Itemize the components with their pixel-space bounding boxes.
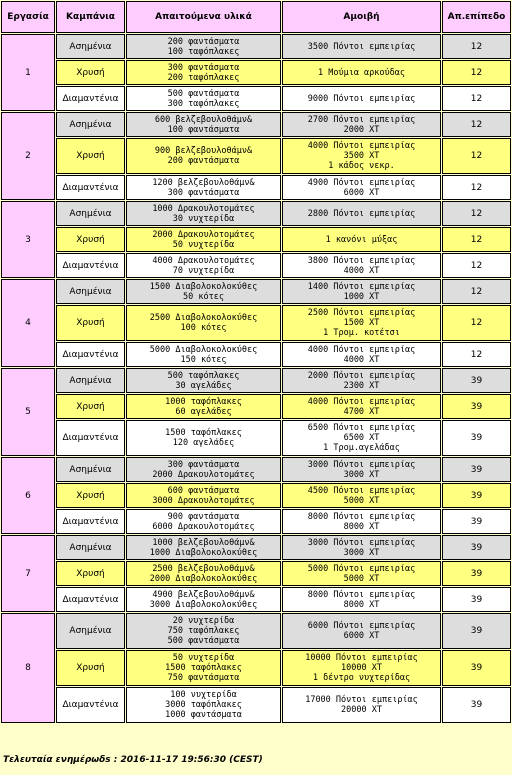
reward-cell xyxy=(282,650,441,686)
materials-cell-line: 2000 Διαβολοκολοκύθες xyxy=(149,573,258,584)
reward-cell-line: 1 Τρομ.αγελάδας xyxy=(323,443,400,453)
materials-cell xyxy=(126,34,281,59)
reward-cell-line: 2300 XT xyxy=(343,380,380,391)
header-level: Απ.επίπεδο xyxy=(442,1,511,33)
reward-cell-line: 1500 XT xyxy=(343,318,380,328)
reward-cell-line: 2000 Πόντοι εμπειρίας xyxy=(307,370,416,381)
reward-cell-line: 3000 Πόντοι εμπειρίας xyxy=(307,537,416,548)
table-row xyxy=(1,86,511,111)
task-number: 8 xyxy=(1,613,55,723)
header-materials: Απαιτούμενα υλικά xyxy=(126,1,281,33)
campaign-cell: Διαμαντένια xyxy=(56,253,125,278)
materials-cell xyxy=(126,394,281,419)
task-number: 1 xyxy=(1,34,55,111)
header-campaign: Καμπάνια xyxy=(56,1,125,33)
table-row xyxy=(1,201,511,226)
materials-cell-line: 3000 Δρακουλοτομάτες xyxy=(152,495,255,506)
materials-cell-line: 200 ταφόπλακες xyxy=(167,72,240,83)
reward-cell-line: 10000 XT xyxy=(341,663,382,673)
table-row xyxy=(1,687,511,723)
task-number: 7 xyxy=(1,535,55,612)
task-number: 2 xyxy=(1,112,55,200)
materials-cell-line: 500 ταφόπλακες xyxy=(167,370,240,381)
materials-cell-line: 1000 Διαβολοκολοκύθες xyxy=(149,547,258,558)
campaign-cell: Διαμαντένια xyxy=(56,509,125,534)
materials-cell-line: 600 φαντάσματα xyxy=(167,485,240,496)
table-body xyxy=(1,34,511,723)
materials-cell-line: 50 νυχτερίδα xyxy=(172,653,235,663)
reward-cell-line: 1 κανόνι μύξας xyxy=(325,234,398,245)
reward-cell-line: 4900 Πόντοι εμπειρίας xyxy=(307,177,416,188)
level-cell: 39 xyxy=(442,650,511,686)
reward-cell-line: 10000 Πόντοι εμπειρίας xyxy=(305,653,418,663)
materials-cell-line: 2500 βελζεβουλοθάμν& xyxy=(152,563,255,574)
materials-cell-line: 200 φαντάσματα xyxy=(167,156,240,166)
materials-cell-line: 3000 ταφόπλακες xyxy=(165,700,242,710)
reward-cell xyxy=(282,112,441,137)
reward-cell-line: 3000 XT xyxy=(343,469,380,480)
table-row xyxy=(1,394,511,419)
level-cell: 12 xyxy=(442,253,511,278)
reward-cell-line: 4500 Πόντοι εμπειρίας xyxy=(307,485,416,496)
materials-cell xyxy=(126,457,281,482)
level-cell: 39 xyxy=(442,368,511,393)
reward-cell-line: 4000 Πόντοι εμπειρίας xyxy=(307,141,416,151)
reward-cell-line: 1000 XT xyxy=(343,291,380,302)
reward-cell-line: 3500 Πόντοι εμπειρίας xyxy=(307,41,416,52)
materials-cell-line: 1500 Διαβολοκολοκύθες xyxy=(149,281,258,292)
campaign-cell: Διαμαντένια xyxy=(56,175,125,200)
reward-cell xyxy=(282,509,441,534)
table-row xyxy=(1,112,511,137)
materials-cell xyxy=(126,253,281,278)
materials-cell xyxy=(126,368,281,393)
table-row xyxy=(1,535,511,560)
campaign-cell: Ασημένια xyxy=(56,368,125,393)
campaign-cell: Διαμαντένια xyxy=(56,420,125,456)
reward-cell xyxy=(282,279,441,304)
campaign-cell: Χρυσή xyxy=(56,394,125,419)
table-row xyxy=(1,457,511,482)
reward-cell-line: 1 Μούμια αρκούδας xyxy=(318,67,405,78)
reward-cell-line: 1400 Πόντοι εμπειρίας xyxy=(307,281,416,292)
level-cell: 12 xyxy=(442,305,511,341)
materials-cell-line: 3000 Διαβολοκολοκύθες xyxy=(149,599,258,610)
materials-cell-line: 2000 Δρακουλοτομάτες xyxy=(152,469,255,480)
materials-cell-line: 750 ταφόπλακες xyxy=(167,626,240,636)
materials-cell-line: 60 αγελάδες xyxy=(175,406,232,417)
materials-cell-line: 5000 Διαβολοκολοκύθες xyxy=(149,344,258,355)
materials-cell-line: 4000 Δρακουλοτομάτες xyxy=(152,255,255,266)
reward-cell xyxy=(282,394,441,419)
reward-cell-line: 6500 Πόντοι εμπειρίας xyxy=(307,423,416,433)
materials-cell-line: 1500 ταφόπλακες xyxy=(165,428,242,438)
reward-cell-line: 5000 Πόντοι εμπειρίας xyxy=(307,563,416,574)
materials-cell-line: 500 φαντάσματα xyxy=(167,88,240,99)
campaign-cell: Χρυσή xyxy=(56,138,125,174)
materials-cell xyxy=(126,175,281,200)
reward-cell xyxy=(282,227,441,252)
reward-cell-line: 1 κάδος νεκρ. xyxy=(328,161,395,171)
materials-cell-line: 6000 Δρακουλοτομάτες xyxy=(152,521,255,532)
materials-cell-line: 2000 Δρακουλοτομάτες xyxy=(152,229,255,240)
campaign-cell: Χρυσή xyxy=(56,60,125,85)
task-number: 5 xyxy=(1,368,55,456)
reward-cell-line: 6500 XT xyxy=(343,433,380,443)
campaign-cell: Διαμαντένια xyxy=(56,687,125,723)
materials-cell-line: 300 ταφόπλακες xyxy=(167,98,240,109)
campaign-cell: Χρυσή xyxy=(56,650,125,686)
level-cell: 12 xyxy=(442,279,511,304)
level-cell: 12 xyxy=(442,175,511,200)
table-row xyxy=(1,420,511,456)
reward-cell-line: 9000 Πόντοι εμπειρίας xyxy=(307,93,416,104)
reward-cell-line: 4000 XT xyxy=(343,265,380,276)
reward-cell-line: 20000 XT xyxy=(341,705,382,715)
reward-cell-line: 2700 Πόντοι εμπειρίας xyxy=(307,114,416,125)
table-row xyxy=(1,368,511,393)
materials-cell-line: 1500 ταφόπλακες xyxy=(165,663,242,673)
materials-cell-line: 100 φαντάσματα xyxy=(167,124,240,135)
reward-cell-line: 4000 XT xyxy=(343,354,380,365)
level-cell: 39 xyxy=(442,457,511,482)
reward-cell-line: 2800 Πόντοι εμπειρίας xyxy=(307,208,416,219)
materials-cell-line: 300 φαντάσματα xyxy=(167,62,240,73)
campaign-cell: Διαμαντένια xyxy=(56,587,125,612)
reward-cell xyxy=(282,368,441,393)
materials-cell-line: 200 φαντάσματα xyxy=(167,36,240,47)
level-cell: 12 xyxy=(442,34,511,59)
campaign-cell: Χρυσή xyxy=(56,227,125,252)
materials-cell xyxy=(126,535,281,560)
materials-cell-line: 2500 Διαβολοκολοκύθες xyxy=(149,313,258,323)
level-cell: 12 xyxy=(442,112,511,137)
reward-cell xyxy=(282,687,441,723)
reward-cell xyxy=(282,138,441,174)
materials-cell-line: 30 νυχτερίδα xyxy=(172,213,235,224)
level-cell: 39 xyxy=(442,561,511,586)
materials-cell-line: 150 κότες xyxy=(180,354,227,365)
materials-cell-line: 900 βελζεβουλοθάμν& xyxy=(154,146,253,156)
table-row xyxy=(1,253,511,278)
materials-cell xyxy=(126,227,281,252)
reward-cell-line: 8000 XT xyxy=(343,599,380,610)
reward-cell xyxy=(282,175,441,200)
campaign-cell: Ασημένια xyxy=(56,279,125,304)
materials-cell-line: 750 φαντάσματα xyxy=(167,673,240,683)
reward-cell xyxy=(282,305,441,341)
reward-cell-line: 6000 XT xyxy=(343,187,380,198)
reward-cell xyxy=(282,253,441,278)
materials-cell-line: 1000 ταφόπλακες xyxy=(165,396,242,407)
task-number: 4 xyxy=(1,279,55,367)
level-cell: 39 xyxy=(442,613,511,649)
reward-cell xyxy=(282,587,441,612)
materials-cell-line: 600 βελζεβουλοθάμν& xyxy=(154,114,253,125)
last-updated: Τελευταία ενημέρωδs : 2016-11-17 19:56:30 (CEST) xyxy=(3,755,263,765)
campaign-cell: Διαμαντένια xyxy=(56,86,125,111)
reward-cell-line: 2000 XT xyxy=(343,124,380,135)
task-number: 3 xyxy=(1,201,55,278)
level-cell: 39 xyxy=(442,587,511,612)
materials-cell-line: 500 φαντάσματα xyxy=(167,636,240,646)
campaign-cell: Ασημένια xyxy=(56,112,125,137)
table-row xyxy=(1,227,511,252)
table-row xyxy=(1,138,511,174)
materials-cell-line: 1000 φαντάσματα xyxy=(165,710,242,720)
table-row xyxy=(1,483,511,508)
reward-cell xyxy=(282,342,441,367)
level-cell: 12 xyxy=(442,60,511,85)
campaign-cell: Ασημένια xyxy=(56,457,125,482)
materials-cell xyxy=(126,201,281,226)
materials-cell xyxy=(126,650,281,686)
materials-cell-line: 100 νυχτερίδα xyxy=(170,690,237,700)
level-cell: 39 xyxy=(442,687,511,723)
materials-cell xyxy=(126,587,281,612)
reward-cell-line: 4700 XT xyxy=(343,406,380,417)
reward-cell-line: 3800 Πόντοι εμπειρίας xyxy=(307,255,416,266)
materials-cell xyxy=(126,613,281,649)
reward-cell xyxy=(282,613,441,649)
materials-cell-line: 50 νυχτερίδα xyxy=(172,239,235,250)
materials-cell-line: 1000 Δρακουλοτομάτες xyxy=(152,203,255,214)
materials-cell-line: 300 φαντάσματα xyxy=(167,187,240,198)
table-row xyxy=(1,342,511,367)
reward-cell xyxy=(282,483,441,508)
materials-cell xyxy=(126,509,281,534)
level-cell: 39 xyxy=(442,509,511,534)
level-cell: 12 xyxy=(442,86,511,111)
table-row xyxy=(1,175,511,200)
table-row xyxy=(1,34,511,59)
materials-cell xyxy=(126,483,281,508)
materials-cell xyxy=(126,561,281,586)
materials-cell xyxy=(126,420,281,456)
reward-cell-line: 8000 Πόντοι εμπειρίας xyxy=(307,511,416,522)
table-row xyxy=(1,650,511,686)
level-cell: 39 xyxy=(442,420,511,456)
materials-cell-line: 20 νυχτερίδα xyxy=(172,616,235,626)
reward-cell-line: 5000 XT xyxy=(343,495,380,506)
materials-cell-line: 120 αγελάδες xyxy=(172,438,235,448)
materials-cell xyxy=(126,60,281,85)
reward-cell-line: 1 Τρομ. κοτέτσι xyxy=(323,328,400,338)
materials-cell-line: 4900 βελζεβουλοθάμν& xyxy=(152,589,255,600)
reward-cell-line: 4000 Πόντοι εμπειρίας xyxy=(307,344,416,355)
level-cell: 12 xyxy=(442,138,511,174)
table-row xyxy=(1,587,511,612)
table-row xyxy=(1,305,511,341)
reward-cell xyxy=(282,535,441,560)
reward-cell-line: 5000 XT xyxy=(343,573,380,584)
materials-cell xyxy=(126,138,281,174)
reward-cell-line: 3500 XT xyxy=(343,151,380,161)
campaign-cell: Ασημένια xyxy=(56,34,125,59)
materials-cell-line: 900 φαντάσματα xyxy=(167,511,240,522)
reward-cell-line: 6000 XT xyxy=(343,631,380,641)
campaign-cell: Χρυσή xyxy=(56,483,125,508)
header-task: Εργασία xyxy=(1,1,55,33)
reward-cell-line: 17000 Πόντοι εμπειρίας xyxy=(305,695,418,705)
reward-cell-line: 8000 XT xyxy=(343,521,380,532)
level-cell: 39 xyxy=(442,483,511,508)
materials-cell xyxy=(126,86,281,111)
materials-cell-line: 1000 βελζεβουλοθάμν& xyxy=(152,537,255,548)
level-cell: 12 xyxy=(442,201,511,226)
materials-cell xyxy=(126,687,281,723)
materials-cell-line: 100 ταφόπλακες xyxy=(167,46,240,57)
reward-cell xyxy=(282,34,441,59)
reward-cell-line: 8000 Πόντοι εμπειρίας xyxy=(307,589,416,600)
header-row xyxy=(1,1,511,33)
reward-cell xyxy=(282,86,441,111)
materials-cell-line: 300 φαντάσματα xyxy=(167,459,240,470)
materials-cell-line: 1200 βελζεβουλοθάμν& xyxy=(152,177,255,188)
materials-cell xyxy=(126,305,281,341)
level-cell: 12 xyxy=(442,342,511,367)
reward-cell xyxy=(282,457,441,482)
level-cell: 39 xyxy=(442,535,511,560)
materials-cell-line: 50 κότες xyxy=(183,291,224,302)
reward-cell xyxy=(282,420,441,456)
header-reward: Αμοιβή xyxy=(282,1,441,33)
materials-cell-line: 100 κότες xyxy=(180,323,227,333)
materials-cell xyxy=(126,342,281,367)
campaign-cell: Ασημένια xyxy=(56,613,125,649)
materials-cell xyxy=(126,279,281,304)
level-cell: 12 xyxy=(442,227,511,252)
materials-cell-line: 30 αγελάδες xyxy=(175,380,232,391)
campaign-cell: Χρυσή xyxy=(56,561,125,586)
materials-cell xyxy=(126,112,281,137)
campaign-cell: Διαμαντένια xyxy=(56,342,125,367)
reward-cell xyxy=(282,60,441,85)
materials-cell-line: 70 νυχτερίδα xyxy=(172,265,235,276)
table-row xyxy=(1,60,511,85)
table-row xyxy=(1,509,511,534)
task-number: 6 xyxy=(1,457,55,534)
reward-cell xyxy=(282,201,441,226)
campaign-cell: Ασημένια xyxy=(56,201,125,226)
reward-cell xyxy=(282,561,441,586)
reward-cell-line: 3000 XT xyxy=(343,547,380,558)
table-row xyxy=(1,613,511,649)
reward-cell-line: 1 δέντρο νυχτερίδας xyxy=(312,673,411,683)
campaign-cell: Ασημένια xyxy=(56,535,125,560)
reward-cell-line: 2500 Πόντοι εμπειρίας xyxy=(307,308,416,318)
reward-cell-line: 4000 Πόντοι εμπειρίας xyxy=(307,396,416,407)
table-row xyxy=(1,279,511,304)
reward-cell-line: 6000 Πόντοι εμπειρίας xyxy=(307,621,416,631)
level-cell: 39 xyxy=(442,394,511,419)
table-row xyxy=(1,561,511,586)
campaign-cell: Χρυσή xyxy=(56,305,125,341)
reward-cell-line: 3000 Πόντοι εμπειρίας xyxy=(307,459,416,470)
